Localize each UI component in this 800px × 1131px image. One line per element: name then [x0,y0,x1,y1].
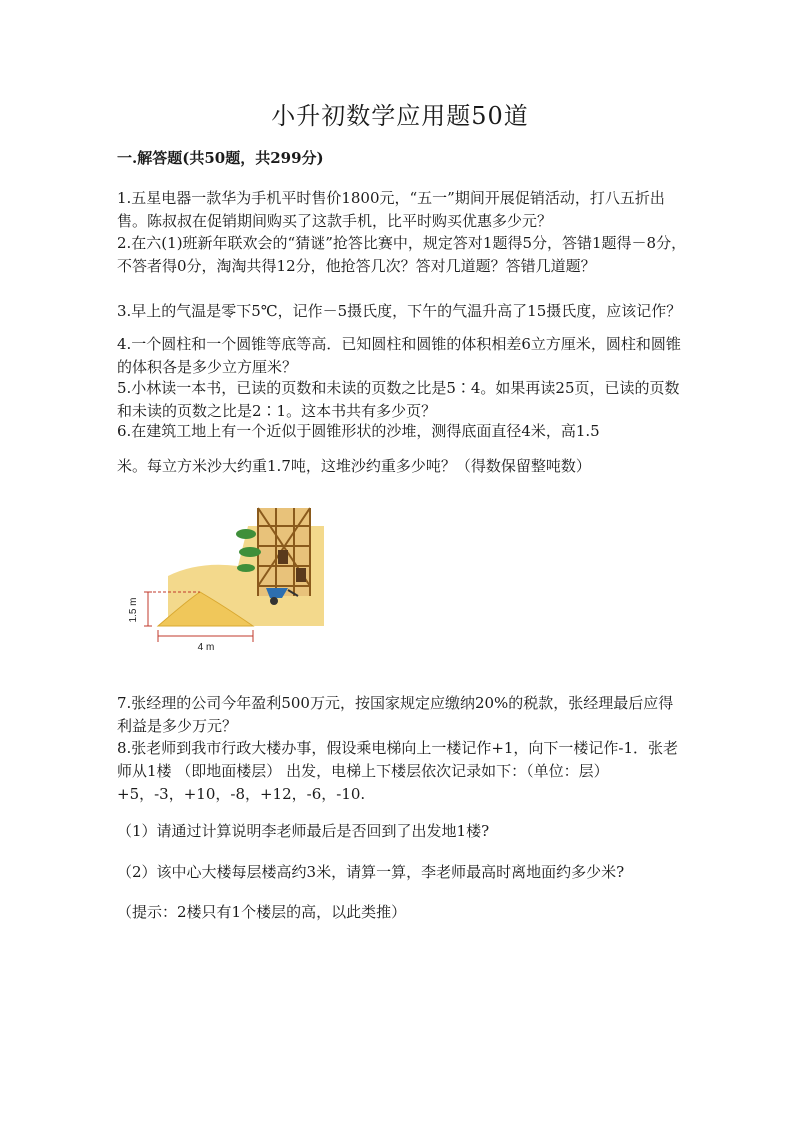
question-1: 1.五星电器一款华为手机平时售价1800元，“五一”期间开展促销活动，打八五折出售。陈叔叔在促销期间购买了这款手机，比平时购买优惠多少元？ [117,189,665,230]
question-8: 8.张老师到我市行政大楼办事，假设乘电梯向上一楼记作+1，向下一楼记作-1．张老师从1楼 （即地面楼层） 出发，电梯上下楼层依次记录如下：（单位：层）+5，-3，+10，-8，+12，-6，-10. [117,739,679,803]
width-label: 4 m [197,642,215,653]
question-3: 3.早上的气温是零下5℃，记作－5摄氏度，下午的气温升高了15摄氏度，应该记作？ [117,302,682,320]
hint-note: （提示：2楼只有1个楼层的高，以此类推） [117,903,407,921]
window [296,568,306,582]
section-heading: 一.解答题(共50题，共299分) [117,149,324,167]
page-title: 小升初数学应用题50道 [271,102,529,130]
question-7: 7.张经理的公司今年盈利500万元，按国家规定应缴纳20%的税款，张经理最后应得利益是多少万元？ [117,694,674,735]
window [278,550,288,564]
sub-question-1: （1）请通过计算说明李老师最后是否回到了出发地1楼? [117,822,490,840]
sand-pile-illustration [128,506,324,654]
question-6: 6.在建筑工地上有一个近似于圆锥形状的沙堆，测得底面直径4米，高1.5 [117,422,600,440]
question-4: 4.一个圆柱和一个圆锥等底等高．已知圆柱和圆锥的体积相差6立方厘米，圆柱和圆锥的体积各是多少立方厘米？ [117,335,681,376]
height-label: 1.5 m [128,597,139,623]
sub-question-2: （2）该中心大楼每层楼高约3米，请算一算，李老师最高时离地面约多少米? [117,863,625,881]
question-6-continued: 米。每立方米沙大约重1.7吨，这堆沙约重多少吨？（得数保留整吨数） [117,457,591,475]
sand-pile-figure [128,506,324,654]
question-2: 2.在六(1)班新年联欢会的“猜谜”抢答比赛中，规定答对1题得5分，答错1题得－8分，不答者得0分，淘淘共得12分，他抢答几次？答对几道题？答错几道题？ [117,234,687,275]
question-5: 5.小林读一本书，已读的页数和未读的页数之比是5∶4。如果再读25页，已读的页数和未读的页数之比是2∶1。这本书共有多少页？ [117,379,680,420]
